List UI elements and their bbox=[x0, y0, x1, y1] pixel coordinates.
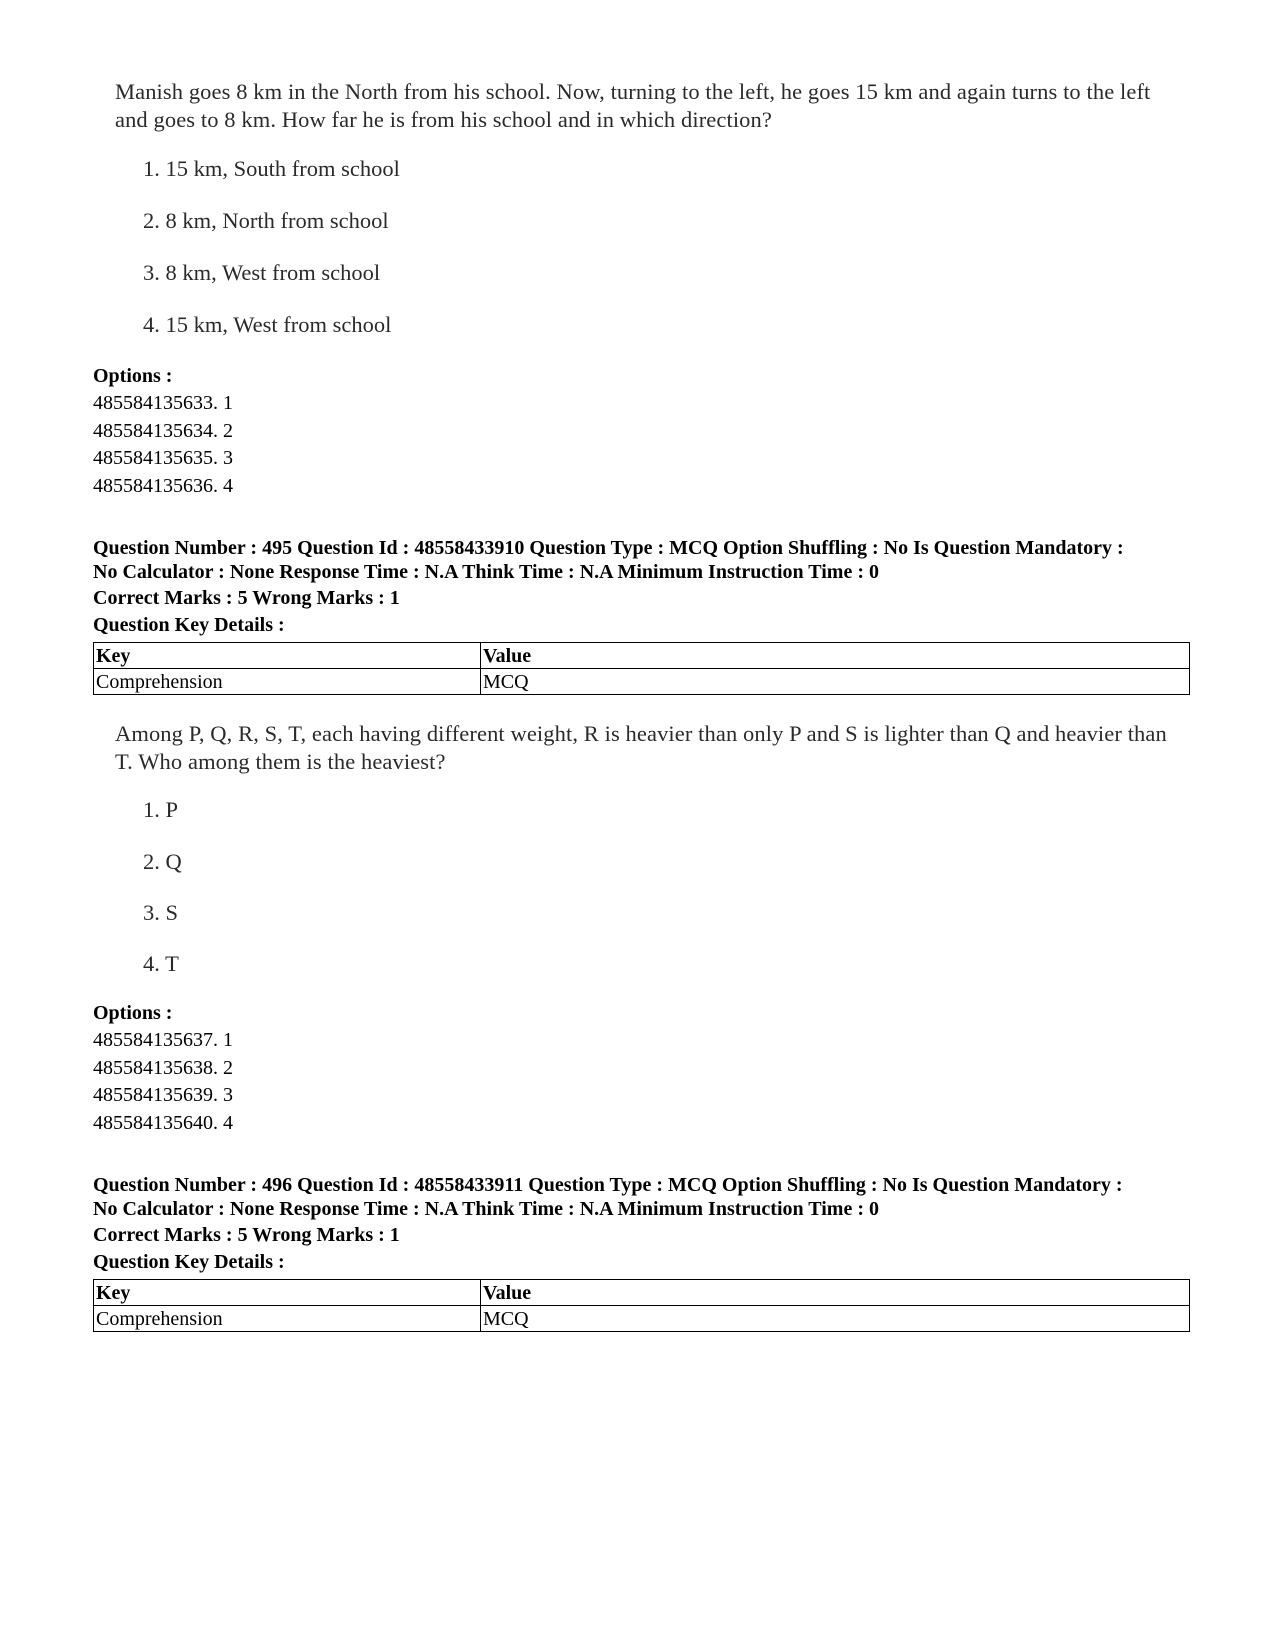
question-key-table bbox=[93, 1279, 1190, 1332]
option-item: 485584135636. 4 bbox=[93, 475, 233, 497]
choice-1: 1. P bbox=[143, 797, 179, 822]
table-cell-key: Comprehension bbox=[94, 1306, 481, 1332]
question-image-direction bbox=[115, 78, 1175, 134]
choice-4: 4. 15 km, West from school bbox=[143, 312, 392, 337]
question-meta-line-1: Question Number : 496 Question Id : 48558433911 Question Type : MCQ Option Shuffling : No Is Question Mandatory : bbox=[93, 1174, 1123, 1196]
choice-2: 2. 8 km, North from school bbox=[143, 208, 389, 233]
question-meta-496 bbox=[93, 1173, 1193, 1221]
question-meta-line-1: Question Number : 495 Question Id : 48558433910 Question Type : MCQ Option Shuffling : No Is Question Mandatory : bbox=[93, 537, 1124, 559]
option-item: 485584135637. 1 bbox=[93, 1029, 233, 1051]
option-item: 485584135635. 3 bbox=[93, 447, 233, 469]
table-header-value: Value bbox=[481, 1280, 1190, 1306]
table-cell-value: MCQ bbox=[481, 1306, 1190, 1332]
question-stem: Among P, Q, R, S, T, each having different weight, R is heavier than only P and S is lighter than Q and heavier than T. Who among them is the heaviest? bbox=[115, 721, 1167, 774]
table-row bbox=[94, 1306, 1190, 1332]
options-label: Options : bbox=[93, 1002, 173, 1024]
option-item: 485584135633. 1 bbox=[93, 392, 233, 414]
table-row bbox=[94, 669, 1190, 695]
table-header-value: Value bbox=[481, 643, 1190, 669]
question-meta-495 bbox=[93, 536, 1193, 584]
table-cell-key: Comprehension bbox=[94, 669, 481, 695]
key-details-label: Question Key Details : bbox=[93, 614, 285, 636]
choice-3: 3. S bbox=[143, 900, 179, 925]
question-meta-line-2: No Calculator : None Response Time : N.A Think Time : N.A Minimum Instruction Time : 0 bbox=[93, 1198, 879, 1220]
question-stem: Manish goes 8 km in the North from his school. Now, turning to the left, he goes 15 km and again turns to the left and goes to 8 km. How far he is from his school and in which direction? bbox=[115, 79, 1151, 132]
choice-3: 3. 8 km, West from school bbox=[143, 260, 381, 285]
table-header-row bbox=[94, 643, 1190, 669]
table-header-row bbox=[94, 1280, 1190, 1306]
question-image-weights bbox=[115, 720, 1175, 776]
key-details-label: Question Key Details : bbox=[93, 1251, 285, 1273]
option-item: 485584135634. 2 bbox=[93, 420, 233, 442]
question-choices bbox=[115, 797, 1175, 987]
options-label: Options : bbox=[93, 365, 173, 387]
choice-4: 4. T bbox=[143, 951, 179, 976]
option-item: 485584135639. 3 bbox=[93, 1084, 233, 1106]
option-item: 485584135638. 2 bbox=[93, 1057, 233, 1079]
table-header-key: Key bbox=[94, 1280, 481, 1306]
question-choices bbox=[115, 156, 1175, 346]
choice-1: 1. 15 km, South from school bbox=[143, 156, 400, 181]
question-meta-line-2: No Calculator : None Response Time : N.A Think Time : N.A Minimum Instruction Time : 0 bbox=[93, 561, 879, 583]
table-header-key: Key bbox=[94, 643, 481, 669]
marks-line: Correct Marks : 5 Wrong Marks : 1 bbox=[93, 1224, 400, 1246]
option-item: 485584135640. 4 bbox=[93, 1112, 233, 1134]
marks-line: Correct Marks : 5 Wrong Marks : 1 bbox=[93, 587, 400, 609]
choice-2: 2. Q bbox=[143, 849, 182, 874]
table-cell-value: MCQ bbox=[481, 669, 1190, 695]
question-key-table bbox=[93, 642, 1190, 695]
